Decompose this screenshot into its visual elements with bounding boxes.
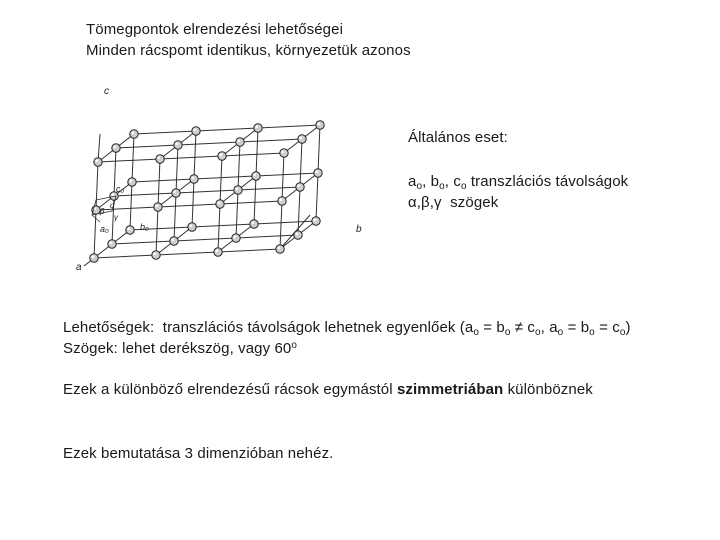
lattice-node-highlight (91, 255, 94, 258)
translation-distances: $a_o$, $b_o$, $c_o$ transzlációs távolságok (408, 173, 629, 192)
lattice-node-highlight (297, 184, 300, 187)
lattice-node-highlight (299, 136, 302, 139)
lattice-node-highlight (171, 238, 174, 241)
lattice-node-highlight (157, 156, 160, 159)
axis-label-c: c (104, 86, 109, 97)
lattice-node-highlight (237, 139, 240, 142)
lattice-node (312, 217, 320, 225)
lattice-node-highlight (129, 179, 132, 182)
lattice-node-highlight (255, 125, 258, 128)
cell-label-b: b₀ (140, 222, 149, 232)
lattice-node-highlight (111, 193, 114, 196)
lattice-node (156, 155, 164, 163)
lattice-node (294, 231, 302, 239)
lattice-node (296, 183, 304, 191)
lattice-node (234, 186, 242, 194)
lattice-node-highlight (193, 128, 196, 131)
lattice-node-highlight (281, 150, 284, 153)
axis-label-a: a (76, 262, 82, 273)
lattice-node (218, 152, 226, 160)
lattice-node-highlight (215, 249, 218, 252)
lattice-node-highlight (153, 252, 156, 255)
lattice-node (214, 248, 222, 256)
general-case-heading: Általános eset: (408, 129, 508, 146)
lattice-node-highlight (295, 232, 298, 235)
lattice-node-highlight (191, 176, 194, 179)
symmetry-line: Ezek a különböző elrendezésű rácsok egymástól szimmetriában különböznek (63, 381, 593, 398)
lattice-node (236, 138, 244, 146)
lattice-node (94, 158, 102, 166)
lattice-node-highlight (131, 131, 134, 134)
lattice-node (254, 124, 262, 132)
lattice-node (216, 200, 224, 208)
lattice-node (278, 197, 286, 205)
cell-label-c: c₀ (116, 184, 125, 194)
lattice-node (172, 189, 180, 197)
lattice-node (232, 234, 240, 242)
note-line: Ezek bemutatása 3 dimenzióban nehéz. (63, 445, 334, 462)
lattice-node (276, 245, 284, 253)
angle-alpha: α (110, 201, 115, 210)
axis-label-b: b (356, 224, 362, 235)
lattice-node (126, 226, 134, 234)
possibilities-line: Lehetőségek: transzlációs távolságok lehetnek egyenlőek ($a_o = b_o \ne c_o$, $a_o = b_o = c_o$) (63, 319, 631, 338)
lattice-node (112, 144, 120, 152)
lattice-node-highlight (253, 173, 256, 176)
angle-symbols: α,β,γ szögek (408, 194, 499, 211)
lattice-node (252, 172, 260, 180)
lattice-node (90, 254, 98, 262)
lattice-node (188, 223, 196, 231)
lattice-node (190, 175, 198, 183)
lattice-node-highlight (175, 142, 178, 145)
lattice-node (128, 178, 136, 186)
lattice-node-highlight (127, 227, 130, 230)
lattice-node (130, 130, 138, 138)
lattice-node-highlight (95, 159, 98, 162)
page-subtitle: Minden rácspomt identikus, környezetük azonos (86, 42, 411, 59)
lattice-node-highlight (251, 221, 254, 224)
lattice-node-highlight (109, 241, 112, 244)
lattice-node (314, 169, 322, 177)
lattice-node-highlight (173, 190, 176, 193)
lattice-node-highlight (317, 122, 320, 125)
lattice-node-highlight (279, 198, 282, 201)
lattice-node-highlight (235, 187, 238, 190)
lattice-node (152, 251, 160, 259)
lattice-node (280, 149, 288, 157)
lattice-node (154, 203, 162, 211)
lattice-node-highlight (113, 145, 116, 148)
cell-label-a: a₀ (100, 224, 109, 234)
lattice-node-highlight (315, 170, 318, 173)
angle-gamma: γ (114, 213, 118, 222)
lattice-node (298, 135, 306, 143)
lattice-node-highlight (277, 246, 280, 249)
angles-line: Szögek: lehet derékszög, vagy 60$^o$ (63, 340, 298, 357)
lattice-node (170, 237, 178, 245)
lattice-node (108, 240, 116, 248)
lattice-node (316, 121, 324, 129)
lattice-node-highlight (155, 204, 158, 207)
lattice-node-highlight (233, 235, 236, 238)
lattice-node (174, 141, 182, 149)
lattice-node-highlight (189, 224, 192, 227)
lattice-figure (70, 80, 370, 280)
angle-beta: β (100, 207, 105, 216)
lattice-node-highlight (217, 201, 220, 204)
lattice-node (250, 220, 258, 228)
lattice-node (192, 127, 200, 135)
lattice-node-highlight (313, 218, 316, 221)
page-title: Tömegpontok elrendezési lehetőségei (86, 21, 343, 38)
lattice-node-highlight (219, 153, 222, 156)
